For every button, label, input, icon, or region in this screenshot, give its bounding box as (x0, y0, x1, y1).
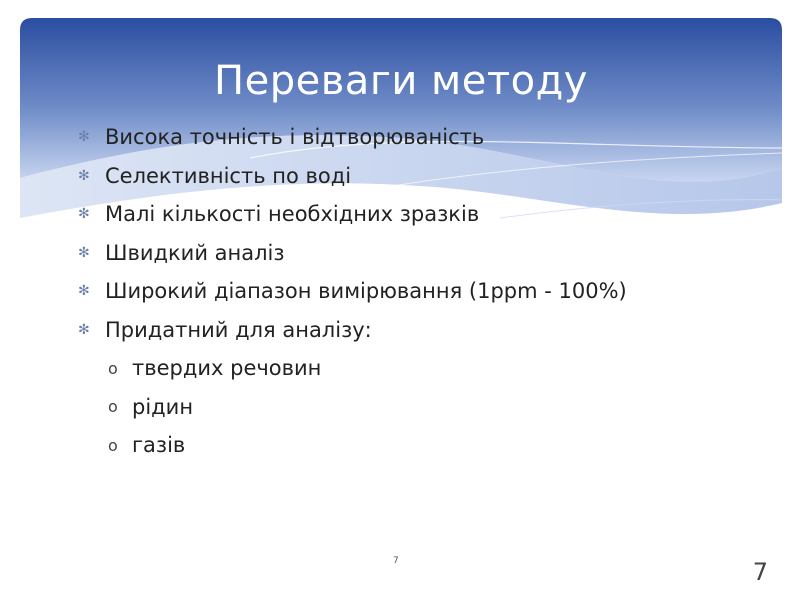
bullet-text: Висока точність і відтворюваність (105, 125, 485, 150)
asterisk-bullet-icon: ✻ (78, 129, 90, 146)
circle-bullet-icon: o (108, 435, 118, 455)
sub-bullet-text: газів (132, 433, 186, 458)
bullet-text: Малі кількості необхідних зразків (105, 202, 480, 227)
circle-bullet-icon: o (108, 397, 118, 417)
bullet-list (78, 118, 758, 465)
circle-bullet-icon: o (108, 358, 118, 378)
slide-title: Переваги методу (214, 58, 588, 104)
asterisk-bullet-icon: ✻ (78, 206, 90, 223)
bullet-text: Широкий діапазон вимірювання (1ppm - 100%) (105, 279, 627, 304)
bullet-text: Швидкий аналіз (105, 240, 285, 265)
asterisk-bullet-icon: ✻ (78, 321, 90, 338)
sub-bullet-item (78, 426, 758, 465)
sub-bullet-item (78, 349, 758, 388)
bullet-item (78, 311, 758, 350)
bullet-item (78, 157, 758, 196)
asterisk-bullet-icon: ✻ (78, 244, 90, 261)
sub-bullet-text: твердих речовин (132, 356, 322, 381)
sub-bullet-item (78, 388, 758, 427)
asterisk-bullet-icon: ✻ (78, 283, 90, 300)
bullet-item (78, 272, 758, 311)
sub-bullet-text: рідин (132, 394, 194, 419)
bullet-text: Придатний для аналізу: (105, 317, 372, 342)
bullet-item (78, 195, 758, 234)
asterisk-bullet-icon: ✻ (78, 167, 90, 184)
page-number: 7 (752, 558, 768, 586)
bullet-item (78, 234, 758, 273)
bullet-item (78, 118, 758, 157)
footer-number: 7 (393, 556, 399, 566)
bullet-text: Селективність по воді (105, 163, 352, 188)
